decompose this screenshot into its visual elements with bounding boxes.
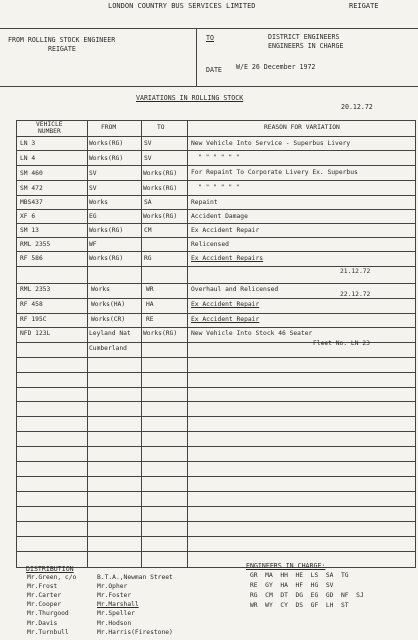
to-cell: SV — [144, 140, 152, 147]
to-line-2: ENGINEERS IN CHARGE — [268, 42, 344, 50]
reason-cell: Repaint — [191, 199, 218, 206]
to-cell: RE — [146, 316, 154, 323]
letterhead-location: REIGATE — [349, 2, 379, 10]
from-cell: Works — [89, 199, 108, 206]
engineers-codes-row: WR WY CY DS GF LH ST — [250, 602, 349, 609]
reason-cell: Ex Accident Repair — [191, 316, 260, 323]
vehicle-cell: RF 458 — [20, 301, 43, 308]
distribution-name: Mr.Turnbull — [27, 629, 69, 636]
distribution-name: Mr.Thurgood — [27, 610, 69, 617]
reason-cell: Relicensed — [191, 241, 229, 248]
distribution-name: Mr.Foster — [97, 592, 132, 599]
to-cell: HA — [146, 301, 154, 308]
distribution-name: Mr.Marshall — [97, 601, 139, 608]
engineers-codes-row: RE GY HA HF HG SV — [250, 582, 334, 589]
to-cell: Works(RG) — [143, 170, 178, 177]
vehicle-cell: LN 4 — [20, 155, 36, 162]
from-cell: Works(RG) — [89, 155, 124, 162]
distribution-name: Mr.Hodson — [97, 620, 132, 627]
reason-cell: For Repaint To Corporate Livery Ex. Superbus — [191, 169, 358, 176]
to-cell: SV — [144, 155, 152, 162]
distribution-name: Mr.Opher — [97, 583, 128, 590]
date-value: W/E 26 December 1972 — [236, 63, 316, 71]
header-divider — [196, 28, 197, 86]
distribution-name: Mr.Davis — [27, 620, 58, 627]
to-label: TO — [206, 34, 214, 42]
header-vehicle-number: NUMBER — [38, 128, 61, 135]
reason-cell: " " " " " " — [198, 154, 240, 161]
from-line-1: FROM ROLLING STOCK ENGINEER — [8, 36, 116, 44]
company-name: LONDON COUNTRY BUS SERVICES LIMITED — [108, 2, 256, 10]
vehicle-cell: SM 472 — [20, 185, 43, 192]
date-label: DATE — [206, 66, 222, 74]
header-bottom-rule — [0, 86, 418, 87]
from-cell: Works(HA) — [91, 301, 126, 308]
from-cell: SV — [89, 170, 97, 177]
reason-cell: Ex Accident Repairs — [191, 255, 264, 262]
vehicle-cell: RML 2353 — [20, 286, 51, 293]
from-cell: WF — [89, 241, 97, 248]
engineers-title: ENGINEERS IN CHARGE: — [246, 562, 326, 570]
date-stamp-21: 21.12.72 — [340, 268, 371, 275]
vehicle-cell: LN 3 — [20, 140, 36, 147]
vehicle-cell: RF 586 — [20, 255, 43, 262]
engineers-codes-row: GR MA HH HE LS SA TG — [250, 572, 349, 579]
distribution-name: Mr.Green, c/o — [27, 574, 77, 581]
header-vehicle: VEHICLE — [36, 121, 63, 128]
distribution-name: Mr.Speller — [97, 610, 135, 617]
reason-cell: Accident Damage — [191, 213, 248, 220]
distribution-name: Mr.Harris(Firestone) — [97, 629, 173, 636]
header-top-rule — [0, 28, 418, 29]
to-cell: CM — [144, 227, 152, 234]
from-line-2: REIGATE — [48, 45, 76, 53]
vehicle-cell: RF 195C — [20, 316, 47, 323]
distribution-title: DISTRIBUTION — [26, 565, 74, 573]
reason-cell: Ex Accident Repair — [191, 227, 260, 234]
to-cell: RG — [144, 255, 152, 262]
reason-cell: New Vehicle Into Stock 46 Seater — [191, 330, 313, 337]
vehicle-cell: SM 460 — [20, 170, 43, 177]
vehicle-cell: RML 2355 — [20, 241, 51, 248]
document-title: VARIATIONS IN ROLLING STOCK — [136, 94, 244, 102]
from-continuation: Cumberland — [89, 345, 127, 352]
to-cell: Works(RG) — [143, 330, 178, 337]
from-cell: Works(RG) — [89, 227, 124, 234]
to-cell: SA — [144, 199, 152, 206]
to-cell: Works(RG) — [143, 213, 178, 220]
header-reason: REASON FOR VARIATION — [264, 124, 340, 131]
distribution-name: Mr.Carter — [27, 592, 62, 599]
reason-cell: New Vehicle Into Service - Superbus Livery — [191, 140, 351, 147]
header-from: FROM — [101, 124, 117, 131]
engineers-codes-row: RG CM DT DG EG GD NF SJ — [250, 592, 364, 599]
from-cell: Works(RG) — [89, 140, 124, 147]
to-cell: WR — [146, 286, 154, 293]
distribution-name: Mr.Frost — [27, 583, 58, 590]
reason-cell: Overhaul and Relicensed — [191, 286, 279, 293]
date-stamp-22: 22.12.72 — [340, 291, 371, 298]
reason-cell: " " " " " " — [198, 184, 240, 191]
from-cell: EG — [89, 213, 97, 220]
from-cell: Works(RG) — [89, 255, 124, 262]
vehicle-cell: XF 6 — [20, 213, 36, 220]
reason-cell: Ex Accident Repair — [191, 301, 260, 308]
to-line-1: DISTRICT ENGINEERS — [268, 33, 340, 41]
to-cell: Works(RG) — [143, 185, 178, 192]
distribution-name: B.T.A.,Newman Street — [97, 574, 173, 581]
from-cell: Works — [91, 286, 110, 293]
fleet-number-note: Fleet No. LN 23 — [313, 340, 370, 347]
vehicle-cell: NFD 123L — [20, 330, 51, 337]
vehicle-cell: MBS437 — [20, 199, 43, 206]
vehicle-cell: SM 13 — [20, 227, 39, 234]
from-cell: SV — [89, 185, 97, 192]
from-cell: Works(CR) — [91, 316, 126, 323]
distribution-name: Mr.Cooper — [27, 601, 62, 608]
document-date: 20.12.72 — [341, 103, 373, 111]
header-to: TO — [157, 124, 165, 131]
from-cell: Leyland Nat — [89, 330, 131, 337]
